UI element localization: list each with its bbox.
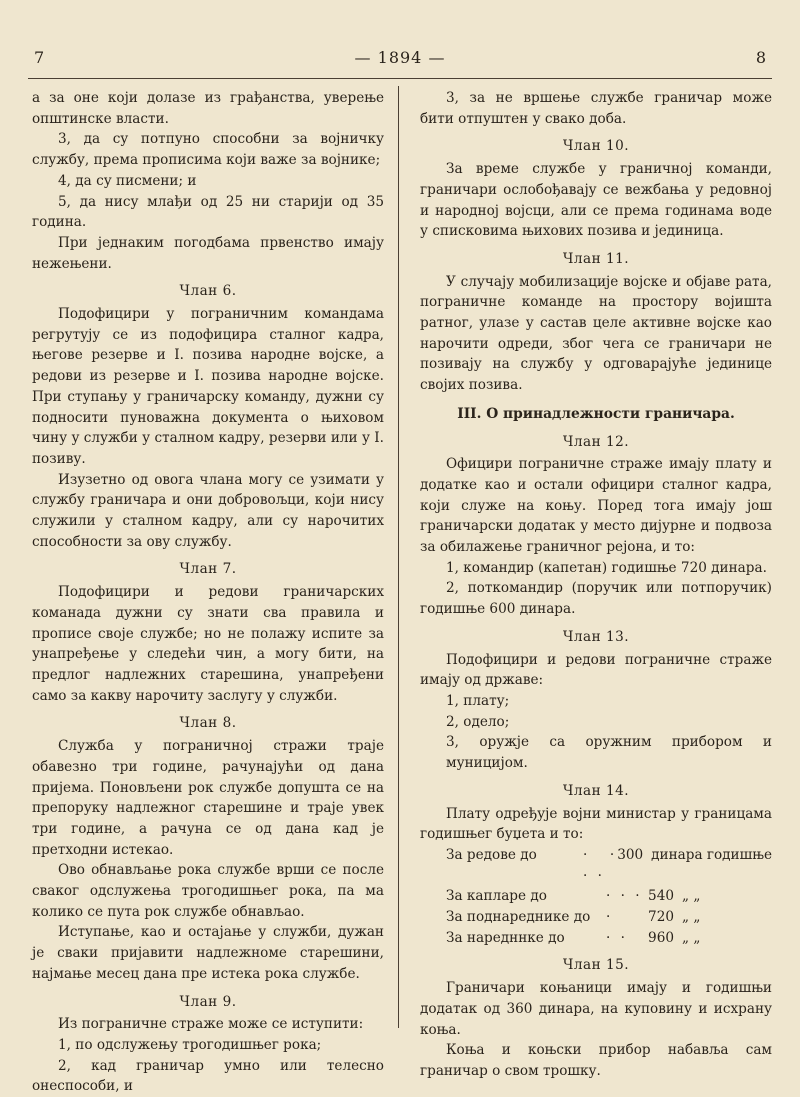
- header-rule: [28, 78, 772, 79]
- paragraph: Плату одређује војни министар у границама годишњег буџета и то:: [420, 805, 772, 843]
- pay-rank: За редове до: [446, 846, 537, 863]
- article-heading: Члан 14.: [562, 782, 630, 799]
- pay-unit: „ „: [682, 909, 701, 926]
- list-item: 1, плату;: [446, 692, 510, 709]
- article-heading: Члан 7.: [179, 561, 237, 578]
- left-column: [32, 88, 384, 1097]
- paragraph: Официри пограничне страже имају плату и додатке као и остали официри сталног кадра, који служе на коњу. Поред тога имају још граничарски додатак у место дијурне и подвоза за обилажење граничног рејона, и то:: [420, 456, 772, 556]
- pay-leader: ·: [606, 909, 614, 926]
- paragraph: Изузетно од овога члана могу се узимати у службу граничара и они добровољци, који нису служили у сталном кадру, али су нарочитих способности за ову службу.: [32, 471, 384, 550]
- paragraph: Подофицири у пограничним командама регрутују се из подофицира сталног кадра, његове резерве и I. позива народне војске, а редови из резерве и I. позива народне војске. При ступању у граничарску команду, дужни су подносити пуноважна документа о њиховом чину у служби у сталном кадру, резерви или у I. позиву.: [32, 306, 384, 467]
- pay-amount: 300: [617, 846, 644, 863]
- paragraph: Подофицири и редови пограничне страже имају од државе:: [420, 651, 772, 689]
- paragraph: Граничари коњаници имају и годишњи додатак од 360 динара, на куповину и исхрану коња.: [420, 980, 772, 1038]
- paragraph: У случају мобилизације војске и објаве рата, пограничне команде на простору војишта ратног, улазе у састав целе активне војске као нарочити одреди, због чега се граничари не позивају на службу у одговарајуће јединице својих позива.: [420, 273, 772, 394]
- paragraph: Служба у пограничној стражи траје обавезно три године, рачунајући од дана пријема. Поновљени рок службе допушта се на препоруку надлежног старешине и траје увек три године, а рачуна се од дана кад је претходни истекао.: [32, 738, 384, 858]
- pay-unit: динара годишње: [651, 846, 772, 863]
- article-heading: Члан 6.: [179, 283, 237, 300]
- pay-amount: 720: [648, 909, 674, 926]
- paragraph: При једнаким погодбама првенство имају нежењени.: [32, 234, 384, 272]
- paragraph: 2, поткомандир (поручик или потпоручик) годишње 600 динара.: [420, 580, 772, 618]
- list-item: 3, оружје са оружним прибором и муницијом.: [446, 734, 772, 772]
- pay-row: [420, 886, 772, 907]
- article-heading: Члан 8.: [179, 715, 237, 732]
- section-heading: III. О принадлежности граничара.: [457, 405, 735, 422]
- page-number-right: 8: [755, 48, 766, 67]
- paragraph: 3, за не вршење службе граничар може бити отпуштен у свако доба.: [420, 90, 772, 127]
- paragraph: За време службе у граничној команди, граничари ослобођавају се вежбања у редовној и народној војсци, али се према годинама воде у списковима њихових позива и јединица.: [420, 161, 772, 240]
- paragraph: Из пограничне страже може се иступити:: [58, 1016, 364, 1033]
- article-heading: Члан 9.: [179, 993, 237, 1010]
- header-year: — 1894 —: [354, 48, 446, 67]
- pay-amount: 960: [648, 929, 674, 946]
- paragraph: 1, командир (капетан) годишње 720 динара.: [446, 559, 767, 576]
- right-column: [420, 88, 772, 1082]
- paragraph: 2, кад граничар умно или телесно онеспособи, и: [32, 1057, 384, 1095]
- paragraph: Ово обнављање рока службе врши се после сваког одслужења трогодишњег рока, па ма колико се пута рок службе обнављао.: [32, 862, 384, 920]
- pay-leader: · · ·: [606, 888, 643, 905]
- article-heading: Члан 13.: [562, 628, 630, 645]
- pay-leader: · · · ·: [582, 846, 618, 884]
- list-item: 2, одело;: [446, 713, 510, 730]
- page-number-left: 7: [34, 48, 45, 67]
- paragraph: а за оне који долазе из грађанства, уверење општинске власти.: [32, 90, 384, 127]
- article-heading: Члан 10.: [562, 138, 630, 155]
- paragraph: 1, по одслужењу трогодишњег рока;: [58, 1036, 322, 1053]
- pay-row: [420, 845, 772, 886]
- paragraph: 3, да су потпуно способни за војничку службу, према прописима који важе за војнике;: [32, 131, 384, 169]
- paragraph: 5, да нису млађи од 25 ни старији од 35 година.: [32, 193, 384, 231]
- pay-row: [420, 928, 772, 949]
- column-divider: [398, 86, 399, 1028]
- paragraph: Иступање, као и остајање у служби, дужан је сваки пријавити надлежноме старешини, најмање месец дана пре истека рока службе.: [32, 924, 384, 982]
- pay-unit: „ „: [682, 888, 701, 905]
- pay-amount: 540: [648, 888, 674, 905]
- article-heading: Члан 11.: [562, 250, 630, 267]
- pay-leader: · ·: [606, 929, 628, 946]
- pay-rank: За поднареднике до: [446, 909, 591, 926]
- article-heading: Члан 12.: [562, 433, 630, 450]
- pay-rank: За капларе до: [446, 888, 547, 905]
- article-heading: Члан 15.: [562, 957, 630, 974]
- paragraph: Подофицири и редови граничарских команада дужни су знати сва правила и прописе своје службе; но не полажу испите за унапређење у следећи чин, а могу бити, на предлог надлежних старешина, унапређени само за какву нарочиту заслугу у служби.: [32, 584, 384, 704]
- pay-unit: „ „: [682, 929, 701, 946]
- paragraph: Коња и коњски прибор набавља сам граничар о свом трошку.: [420, 1042, 772, 1079]
- page-header: [28, 48, 772, 74]
- pay-rank: За наредннке до: [446, 929, 565, 946]
- pay-row: [420, 907, 772, 928]
- paragraph: 4, да су писмени; и: [58, 172, 197, 189]
